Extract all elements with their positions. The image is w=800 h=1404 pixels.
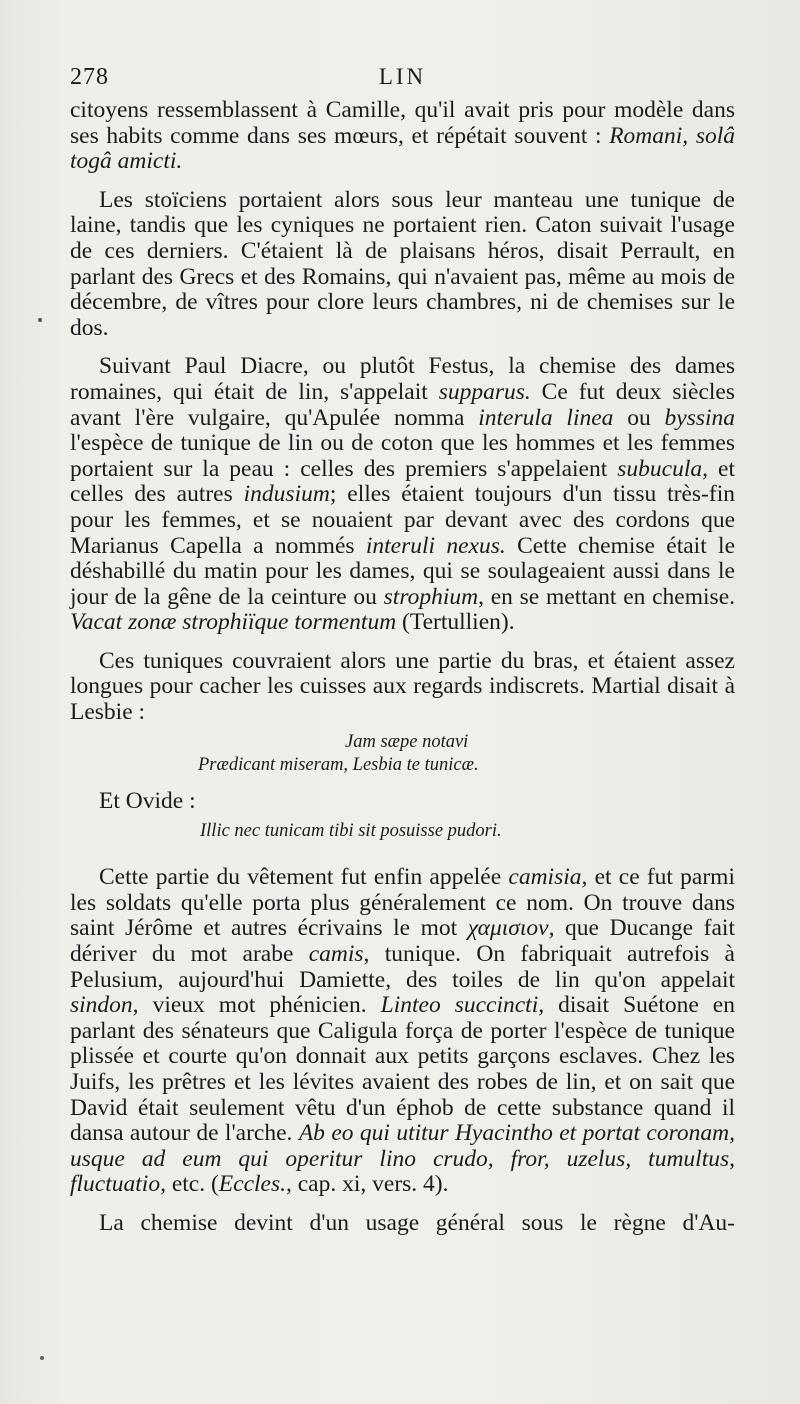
- paragraph-text: Cette partie du vêtement fut enfin appelée: [99, 864, 509, 891]
- latin-quote: Vacat zonæ strophiïque tormentum: [70, 609, 397, 636]
- italic-term: supparus.: [438, 378, 531, 405]
- verse-line: Jam sæpe notavi: [345, 731, 469, 752]
- verse-line: Illic nec tunicam tibi sit posuisse pudori.: [200, 821, 502, 842]
- paragraph-text: et ce fut parmi les soldats qu'elle porta plus généralement ce nom. On trouve dans saint Jérôme et autres écrivains le mot: [70, 864, 735, 942]
- paragraph-3: [70, 354, 735, 636]
- italic-term: camisia,: [508, 864, 588, 891]
- paragraph-text: disait Suétone en parlant des sénateurs que Caligula força de porter l'espèce de tunique plissée et courte qu'on donnait aux petits garçons esclaves. Chez les Juifs, les prêtres et les lévites avaient des robes de lin, et on sait que David était seulement vêtu d'un éphob de cette substance quand il dansa autour de l'arche.: [70, 992, 735, 1147]
- ovide-intro: Et Ovide :: [99, 787, 196, 814]
- paragraph-text: Ce fut deux siècles avant l'ère vulgaire, qu'Apulée nomma: [70, 378, 735, 431]
- paragraph-1: [70, 98, 735, 175]
- italic-term: strophium: [383, 583, 479, 610]
- paragraph-text: , tunique. On fabriquait autrefois à Pelusium, aujourd'hui Damiette, des toiles de lin qu'on appelait: [70, 941, 735, 993]
- paragraph-text: l'espèce de tunique de lin ou de coton que les hommes et les femmes portaient sur la peau : celles des premiers s'appelaient: [70, 430, 735, 482]
- paragraph-text: ; elles étaient toujours d'un tissu très-fin pour les femmes, et se nouaient par devant avec des cordons que Marianus Capella a nommés: [70, 481, 735, 559]
- paragraph-text: (Tertullien).: [396, 609, 515, 636]
- margin-dot: [40, 1356, 44, 1360]
- paragraph-text: vieux mot phénicien.: [138, 992, 381, 1019]
- paragraph-text: et celles des autres: [70, 455, 735, 508]
- italic-term: camis: [308, 941, 364, 968]
- paragraph-text: , en se mettant en chemise.: [478, 583, 735, 610]
- italic-term: subucula,: [617, 455, 708, 482]
- paragraph-2: Les stoïciens portaient alors sous leur manteau une tunique de laine, tandis que les cyniques ne portaient rien. Caton suivait l'usage de ces derniers. C'étaient là de plaisans héros, disait Perrault, en parlant des Grecs et des Romains, qui n'avaient pas, même au mois de décembre, de vîtres pour clore leurs chambres, ni de chemises sur le dos.: [70, 186, 735, 341]
- italic-term: sindon,: [70, 992, 139, 1019]
- italic-term: interula linea: [478, 404, 614, 431]
- page-number: 278: [70, 64, 109, 90]
- page-header: [70, 64, 735, 98]
- latin-quote: Ab eo qui utitur Hyacintho et portat coronam, usque ad eum qui operitur lino crudo, fror, uzelus, tumultus, fluctuatio,: [70, 1120, 735, 1198]
- italic-term: indusium: [243, 481, 330, 508]
- paragraph-6: La chemise devint d'un usage général sous le règne d'Au-: [99, 1209, 735, 1236]
- paragraph-text: Suivant Paul Diacre, ou plutôt Festus, la chemise des dames romaines, qui était de lin, s'appelait: [70, 353, 735, 405]
- latin-quote: Romani, solâ togâ amicti.: [70, 122, 736, 175]
- italic-term: Eccles.: [218, 1171, 286, 1198]
- greek-term: χαμισιον,: [467, 915, 555, 942]
- paragraph-text: , cap. xi, vers. 4).: [286, 1171, 449, 1198]
- italic-term: interuli nexus.: [365, 532, 506, 559]
- paragraph-4: Ces tuniques couvraient alors une partie du bras, et étaient assez longues pour cacher les cuisses aux regards indiscrets. Martial disait à Lesbie :: [70, 647, 735, 726]
- paragraph-text: etc. (: [165, 1171, 219, 1198]
- italic-term: Linteo succincti,: [380, 992, 545, 1019]
- paragraph-text: citoyens ressemblassent à Camille, qu'il avait pris pour modèle dans ses habits comme dans ses mœurs, et répétait souvent :: [70, 97, 735, 149]
- margin-dot: [38, 318, 42, 322]
- body-text: [70, 98, 735, 1250]
- paragraph-5: [70, 865, 735, 1198]
- paragraph-text: Cette chemise était le déshabillé du matin pour les dames, qui se soulageaient aussi dans le jour de la gêne de la ceinture ou: [70, 532, 735, 610]
- paragraph-text: que Ducange fait dériver du mot arabe: [70, 915, 735, 968]
- verse-line: Prædicant miseram, Lesbia te tunicæ.: [198, 754, 479, 775]
- running-head: LIN: [378, 64, 427, 89]
- paragraph-text: ou: [613, 404, 665, 431]
- italic-term: byssina: [664, 404, 736, 431]
